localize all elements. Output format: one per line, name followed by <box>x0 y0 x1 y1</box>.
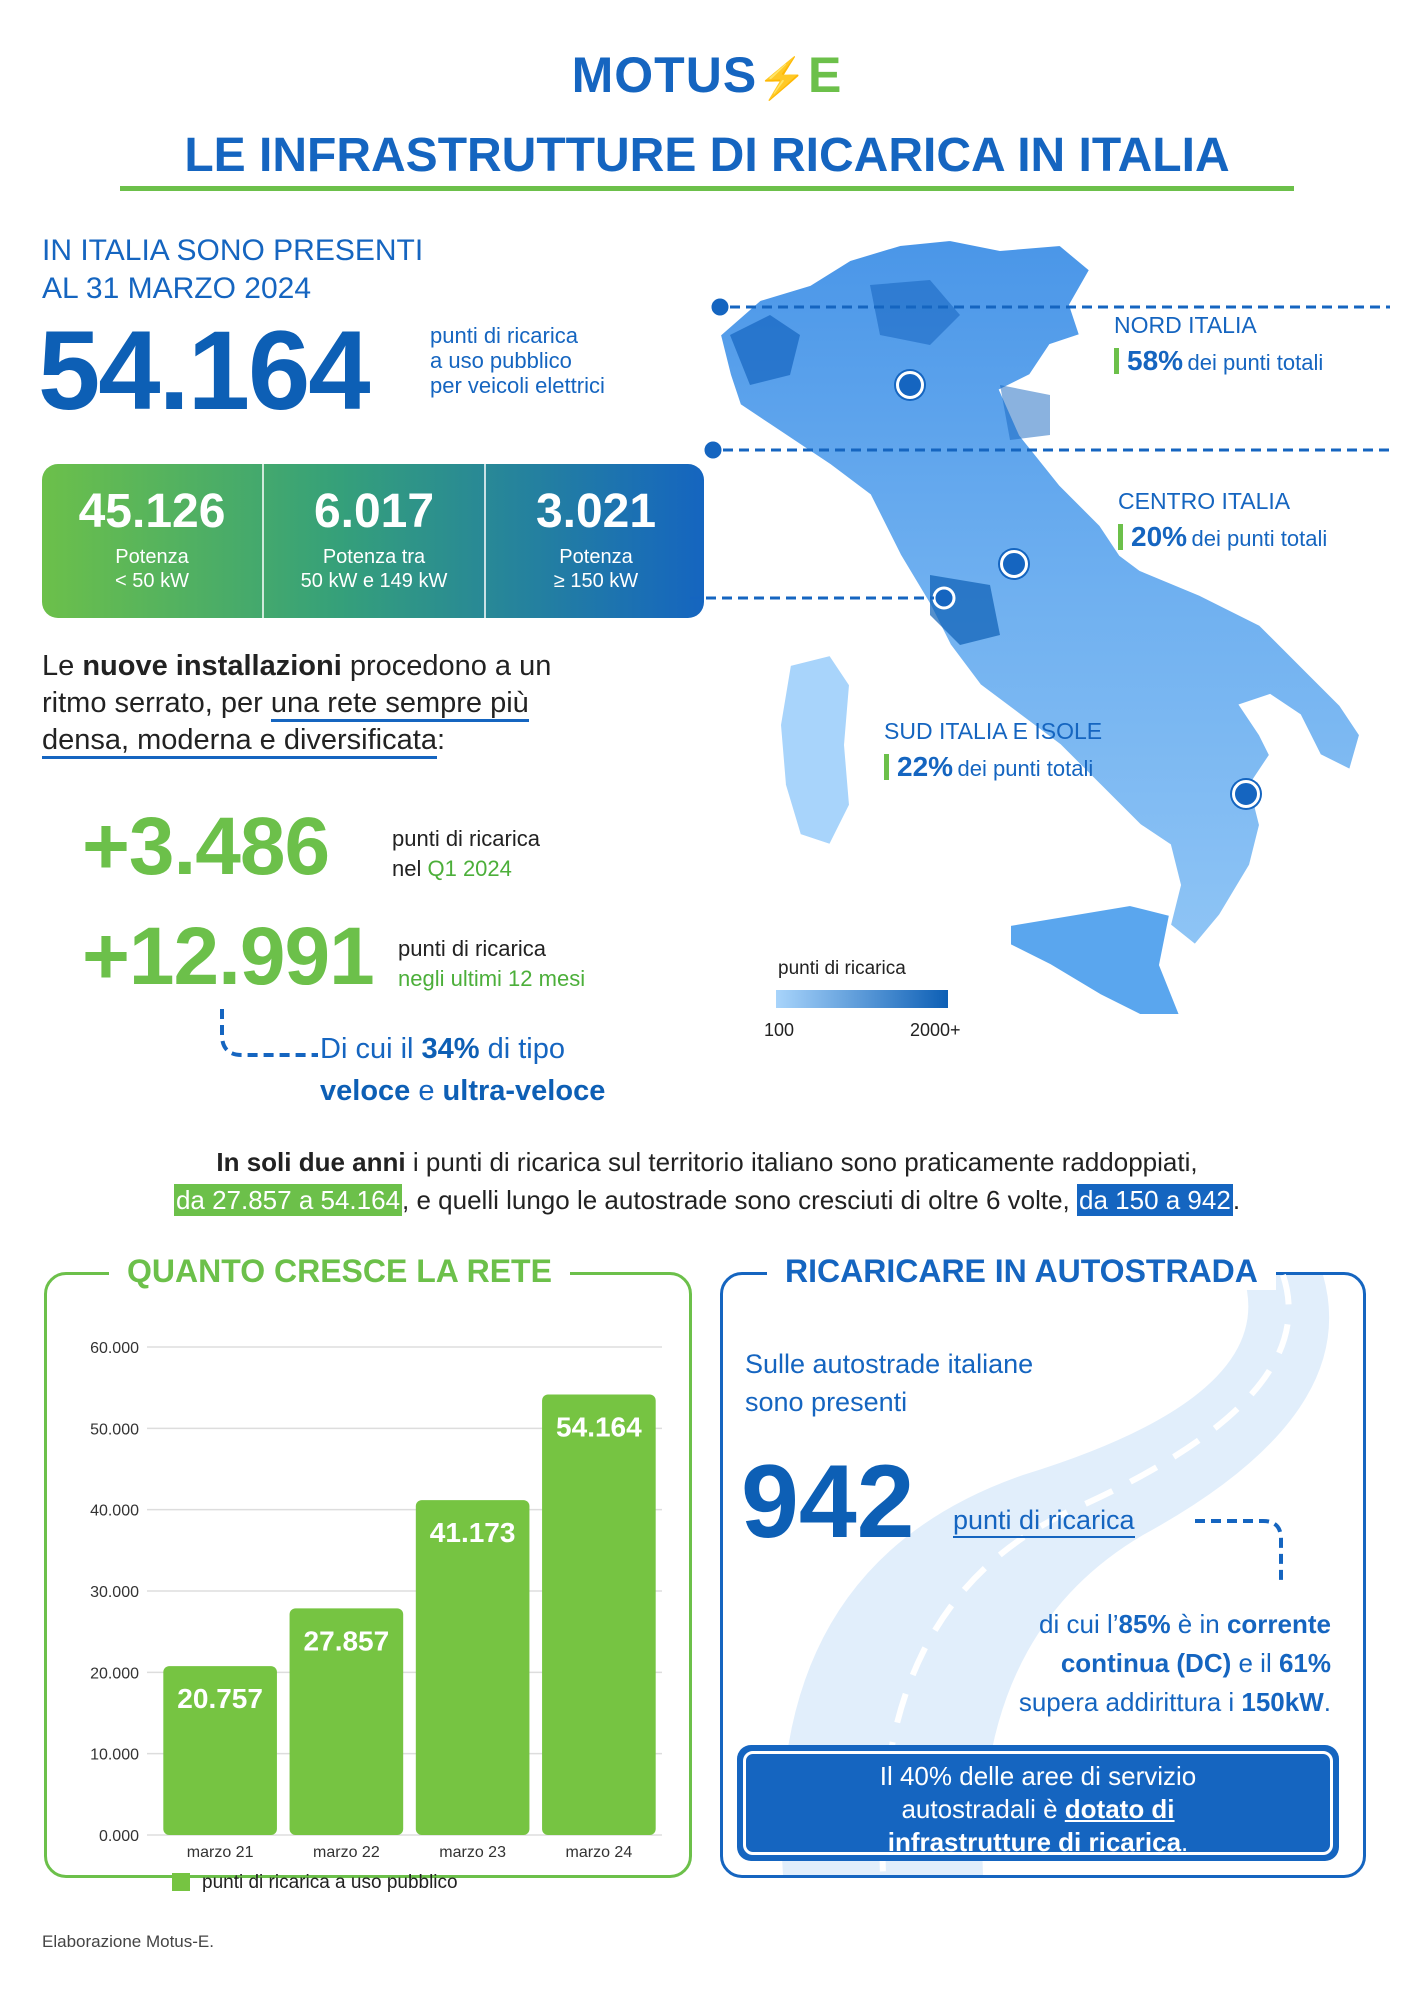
service-areas-box <box>737 1745 1339 1861</box>
hw-d1: di cui l’ <box>1039 1609 1119 1639</box>
fast-text-2: di tipo <box>479 1033 566 1065</box>
power-cell-mid <box>264 464 484 618</box>
growth-bar-chart <box>47 1275 689 1893</box>
bar-value-label: 27.857 <box>303 1625 390 1657</box>
doubled-text-2: , e quelli lungo le autostrade sono cresciuti di oltre 6 volte, <box>402 1185 1077 1215</box>
q1-period: Q1 2024 <box>427 856 512 881</box>
power-cell-low <box>42 464 262 618</box>
installs-underlined: una rete sempre più densa, moderna e diversificata <box>42 687 529 759</box>
y-tick-label: 30.000 <box>90 1584 139 1601</box>
highway-unit: punti di ricarica <box>953 1505 1135 1538</box>
x-tick-label: marzo 22 <box>313 1844 380 1861</box>
highway-intro-1: Sulle autostrade italiane <box>745 1349 1034 1379</box>
centro-pct: 20% <box>1131 521 1188 552</box>
power-breakdown-box <box>42 464 704 618</box>
hw-d3: è in <box>1170 1609 1227 1639</box>
power-label-2: 50 kW e 149 kW <box>300 570 448 592</box>
nord-pct: 58% <box>1127 345 1184 376</box>
highway-intro-2: sono presenti <box>745 1387 908 1417</box>
sicily <box>1010 905 1180 1015</box>
logo-e: E <box>808 47 843 103</box>
bar-value-label: 54.164 <box>556 1411 642 1443</box>
highway-intro <box>745 1345 1033 1421</box>
power-label-1: Potenza <box>115 546 189 568</box>
installs-text-2: procedono a un ritmo serrato, per <box>42 650 552 719</box>
doubled-text-3: . <box>1232 1185 1241 1215</box>
map-legend-gradient <box>776 990 948 1008</box>
title-underline <box>120 186 1294 191</box>
service-areas-text <box>743 1751 1333 1855</box>
box-line-4: infrastrutture di ricarica <box>887 1827 1182 1857</box>
hw-d4: corrente <box>1226 1609 1331 1639</box>
year-growth-value: +12.991 <box>82 911 374 1002</box>
sud-pct: 22% <box>897 751 954 782</box>
year-growth-caption <box>398 934 585 994</box>
nord-marker-icon <box>710 297 730 317</box>
box-line-3: dotato di <box>1064 1794 1175 1824</box>
power-value: 3.021 <box>535 485 657 538</box>
bar <box>542 1394 656 1835</box>
doubled-bold: In soli due anni <box>216 1147 406 1177</box>
doubled-highlight-blue: da 150 a 942 <box>1079 1185 1231 1215</box>
footer-credit: Elaborazione Motus-E. <box>42 1932 214 1951</box>
power-value: 45.126 <box>78 485 226 538</box>
highway-details <box>1019 1605 1331 1722</box>
fast-type-2: ultra-veloce <box>442 1075 606 1107</box>
total-caption-3: per veicoli elettrici <box>430 373 605 398</box>
fast-charging-note <box>320 1028 605 1112</box>
fast-type-1: veloce <box>320 1075 411 1107</box>
hw-d8: supera addirittura i <box>1018 1687 1242 1717</box>
logo-text: MOTUS <box>571 47 758 103</box>
nord-label: NORD ITALIA <box>1114 312 1257 338</box>
y-tick-label: 40.000 <box>90 1502 139 1520</box>
legend-label: punti di ricarica a uso pubblico <box>202 1872 458 1893</box>
hw-d5: continua (DC) <box>1060 1648 1232 1678</box>
box-line-5: . <box>1181 1827 1189 1857</box>
total-caption-2: a uso pubblico <box>430 348 572 373</box>
nord-label-block <box>1114 312 1323 377</box>
legend-swatch <box>172 1873 190 1891</box>
centro-suffix: dei punti totali <box>1191 526 1328 551</box>
nord-suffix: dei punti totali <box>1187 350 1324 375</box>
fast-text-1: Di cui il <box>320 1033 422 1065</box>
intro-line-1: IN ITALIA SONO PRESENTI <box>42 234 424 267</box>
doubled-text-1: i punti di ricarica sul territorio italiano sono praticamente raddoppiati, <box>405 1147 1198 1177</box>
highway-title: RICARICARE IN AUTOSTRADA <box>767 1253 1276 1290</box>
map-legend-min: 100 <box>764 1020 795 1040</box>
highway-panel <box>720 1253 1366 1878</box>
power-label-1: Potenza tra <box>322 546 426 568</box>
growth-panel <box>44 1253 692 1893</box>
box-line-2: autostradali è <box>901 1794 1065 1824</box>
q1-growth-caption <box>392 824 540 884</box>
bar-value-label: 41.173 <box>429 1517 516 1549</box>
x-tick-label: marzo 21 <box>186 1844 254 1861</box>
sud-label: SUD ITALIA E ISOLE <box>884 718 1103 744</box>
installs-bold: nuove installazioni <box>82 650 342 682</box>
sud-point-icon <box>1232 780 1260 808</box>
nord-point-icon <box>896 371 924 399</box>
power-value: 6.017 <box>313 485 435 538</box>
bar <box>416 1500 530 1835</box>
total-caption <box>430 323 670 398</box>
highway-value: 942 <box>741 1444 915 1560</box>
doubling-summary <box>40 1143 1374 1219</box>
y-tick-label: 50.000 <box>90 1421 139 1439</box>
motus-e-logo <box>0 46 1414 104</box>
year-desc: punti di ricarica <box>398 936 546 961</box>
hw-d10: . <box>1323 1687 1331 1717</box>
hw-d6: e il <box>1231 1648 1279 1678</box>
q1-growth-value: +3.486 <box>82 801 330 892</box>
intro-text <box>42 232 423 308</box>
lightning-icon: ⚡ <box>757 57 808 101</box>
y-tick-label: 10.000 <box>90 1746 139 1764</box>
hw-d9: 150kW <box>1241 1687 1324 1717</box>
y-tick-label: 60.000 <box>90 1340 139 1357</box>
map-legend-title: punti di ricarica <box>778 958 906 979</box>
centro-marker-icon <box>703 440 723 460</box>
power-label-2: < 50 kW <box>115 570 189 592</box>
q1-desc: punti di ricarica <box>392 826 540 851</box>
bar-value-label: 20.757 <box>177 1683 263 1715</box>
map-legend-max: 2000+ <box>910 1020 961 1040</box>
power-cell-high <box>486 464 706 618</box>
sardinia <box>780 655 850 845</box>
fast-pct: 34% <box>421 1033 480 1065</box>
power-label-2: ≥ 150 kW <box>553 570 639 592</box>
total-charging-points: 54.164 <box>38 308 369 433</box>
hw-d7: 61% <box>1278 1648 1331 1678</box>
sud-suffix: dei punti totali <box>957 756 1094 781</box>
centro-point-icon <box>1000 550 1028 578</box>
centro-label: CENTRO ITALIA <box>1118 488 1291 514</box>
sud-marker-icon <box>934 588 954 608</box>
installs-text-3: : <box>436 724 446 756</box>
dashed-connector-icon <box>210 1005 320 1065</box>
doubled-highlight-green: da 27.857 a 54.164 <box>175 1185 401 1215</box>
page-title: LE INFRASTRUTTURE DI RICARICA IN ITALIA <box>184 129 1230 182</box>
centro-label-block <box>1118 488 1327 553</box>
installs-paragraph <box>42 648 602 759</box>
y-tick-label: 20.000 <box>90 1665 139 1683</box>
y-tick-label: 0.000 <box>98 1828 139 1845</box>
x-tick-label: marzo 24 <box>565 1844 633 1861</box>
box-line-1: Il 40% delle aree di servizio <box>879 1761 1197 1791</box>
x-tick-label: marzo 23 <box>439 1844 506 1861</box>
q1-prefix: nel <box>392 856 428 881</box>
installs-text-1: Le <box>42 650 83 682</box>
dashed-connector-icon <box>1193 1515 1303 1595</box>
power-label-1: Potenza <box>559 546 633 568</box>
fast-text-3: e <box>410 1075 443 1107</box>
intro-line-2: AL 31 MARZO 2024 <box>42 272 312 305</box>
year-period: negli ultimi 12 mesi <box>398 966 586 991</box>
growth-title: QUANTO CRESCE LA RETE <box>109 1253 570 1290</box>
total-caption-1: punti di ricarica <box>430 323 578 348</box>
hw-d2: 85% <box>1118 1609 1171 1639</box>
sud-label-block <box>884 718 1102 783</box>
